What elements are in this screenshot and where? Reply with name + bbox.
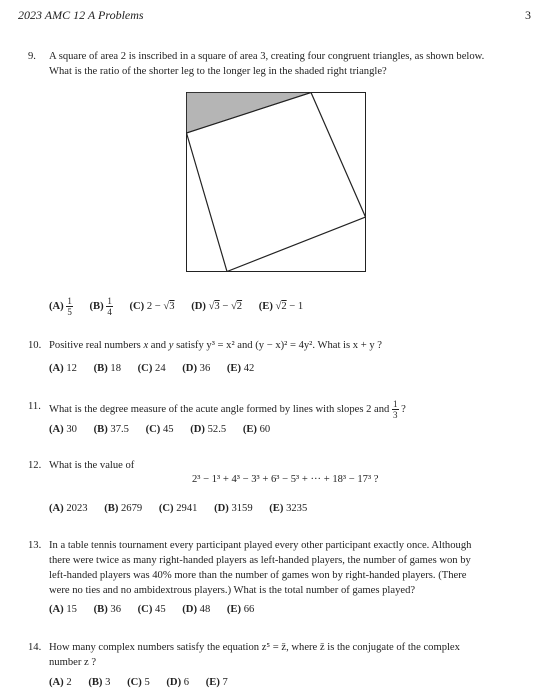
inscribed-squares-figure xyxy=(186,92,366,272)
choice-d[interactable]: (D) 6 xyxy=(166,677,190,688)
choice-c[interactable]: (C) 24 xyxy=(137,363,166,374)
choice-b[interactable]: (B) 3 xyxy=(88,677,111,688)
choice-a[interactable]: (A) 15 xyxy=(49,604,77,615)
choice-b[interactable]: (B) 18 xyxy=(93,363,121,374)
choice-e[interactable]: (E) 60 xyxy=(242,424,271,435)
choice-d[interactable]: (D) √3 − √2 xyxy=(191,300,243,312)
problem-text: A square of area 2 is inscribed in a square of area 3, creating four congruent triangles, as shown below. What is the ratio of the shorter leg to the longer leg in the shaded right triangle? xyxy=(49,51,485,77)
choice-b[interactable]: (B) 36 xyxy=(93,604,121,615)
choice-a[interactable]: (A) 2 xyxy=(49,677,72,688)
choice-c[interactable]: (C) 45 xyxy=(145,424,174,435)
problem-12 xyxy=(18,458,513,473)
choice-e[interactable]: (E) 42 xyxy=(226,363,255,374)
choice-e[interactable]: (E) 3235 xyxy=(269,503,308,514)
choice-d[interactable]: (D) 52.5 xyxy=(190,424,227,435)
problem-number: 10. xyxy=(28,340,42,351)
choice-b[interactable]: (B) $\frac{1}{4}$ xyxy=(89,296,112,317)
choice-a[interactable]: (A) 30 xyxy=(49,424,77,435)
problem-text: What is the value of xyxy=(49,460,135,471)
problem-number: 14. xyxy=(28,642,42,653)
problem-11-choices xyxy=(49,424,284,435)
problem-10-choices xyxy=(49,363,268,374)
document-title: 2023 AMC 12 A Problems xyxy=(18,8,144,22)
problem-text: In a table tennis tournament every participant played every other participant exactly once. Although there were twice as many right-handed players as left-handed players, the number of games won by left-handed players was 40% more than the number of games won by right-handed players. (There were no ties and no ambidextrous players.) What is the total number of games played? xyxy=(49,540,472,596)
problem-14-choices xyxy=(49,677,242,688)
choice-d[interactable]: (D) 48 xyxy=(182,604,211,615)
problem-11 xyxy=(18,399,513,420)
problem-9 xyxy=(18,49,513,79)
choice-b[interactable]: (B) 2679 xyxy=(104,503,143,514)
page-number: 3 xyxy=(525,8,531,22)
problem-number: 13. xyxy=(28,540,42,551)
choice-a[interactable]: (A) 2023 xyxy=(49,503,88,514)
problem-number: 12. xyxy=(28,460,42,471)
math-expression: 2³ − 1³ + 4³ − 3³ + 6³ − 5³ + ··· + 18³ − 17³ ? xyxy=(192,474,379,485)
choice-a[interactable]: (A) $\frac{1}{5}$ xyxy=(49,296,72,317)
choice-e[interactable]: (E) √2 − 1 xyxy=(258,300,304,312)
choice-e[interactable]: (E) 7 xyxy=(205,677,228,688)
choice-c[interactable]: (C) 2941 xyxy=(158,503,198,514)
problem-text: How many complex numbers satisfy the equation z⁵ = z̄, where z̄ is the conjugate of the complex number z ? xyxy=(49,642,460,668)
choice-c[interactable]: (C) 5 xyxy=(127,677,150,688)
choice-c[interactable]: (C) 2 − √3 xyxy=(129,300,175,312)
page-header xyxy=(18,8,531,24)
problem-14 xyxy=(18,640,513,670)
choice-d[interactable]: (D) 3159 xyxy=(214,503,253,514)
problem-12-choices xyxy=(49,503,321,514)
problem-10 xyxy=(18,338,513,353)
choice-b[interactable]: (B) 37.5 xyxy=(93,424,129,435)
problem-number: 11. xyxy=(28,401,41,412)
choice-e[interactable]: (E) 66 xyxy=(226,604,255,615)
problem-9-choices xyxy=(49,296,317,317)
choice-c[interactable]: (C) 45 xyxy=(137,604,166,615)
problem-number: 9. xyxy=(28,51,36,62)
problem-13 xyxy=(18,538,513,598)
problem-text: What is the degree measure of the acute angle formed by lines with slopes 2 and $\frac{1}{3}$ ? xyxy=(49,399,406,420)
problem-13-choices xyxy=(49,604,268,615)
problem-text: Positive real numbers x and y satisfy y³ = x² and (y − x)² = 4y². What is x + y ? xyxy=(49,340,382,351)
choice-a[interactable]: (A) 12 xyxy=(49,363,77,374)
choice-d[interactable]: (D) 36 xyxy=(182,363,211,374)
